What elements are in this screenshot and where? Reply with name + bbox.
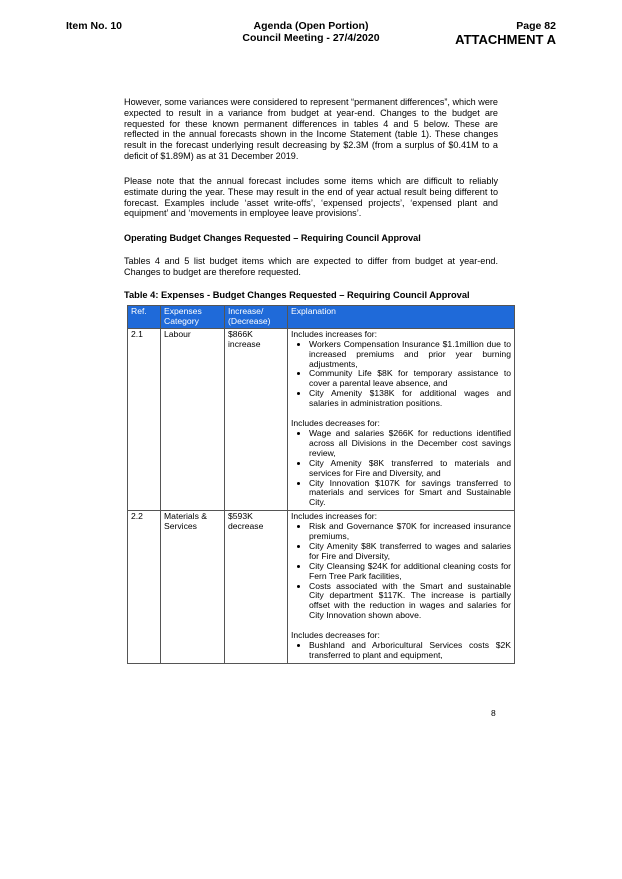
header-agenda-title: Agenda (Open Portion) [253,20,369,32]
increases-intro: Includes increases for: [291,511,377,522]
list-item: • Risk and Governance $70K for increased insurance premiums, [309,522,511,542]
decreases-intro: Includes decreases for: [291,418,380,429]
list-item: • Bushland and Arboricultural Services costs $2K transferred to plant and equipment, [309,641,511,661]
list-item: • City Amenity $138K for additional wages and salaries in administration positions. [309,389,511,409]
list-item: • City Amenity $8K transferred to wages and salaries for Fire and Diversity, [309,542,511,562]
cell-ref: 2.1 [128,328,161,510]
cell-change: $866K increase [225,328,288,510]
cell-category: Materials & Services [161,511,225,664]
list-item: • City Amenity $8K transferred to materials and services for Fire and Diversity, and [309,459,511,479]
paragraph-tables-intro: Tables 4 and 5 list budget items which are expected to differ from budget at year-end. Changes to budget are therefore requested. [124,256,498,277]
header-attachment-label: ATTACHMENT A [455,32,556,47]
section-heading: Operating Budget Changes Requested – Requiring Council Approval [124,233,421,243]
cell-explanation [288,328,515,510]
increases-list [291,522,511,621]
column-header-change: Increase/ (Decrease) [225,306,288,329]
table-header-row [128,306,515,329]
list-item: • Workers Compensation Insurance $1.1million due to increased premiums and prior year burning adjustments, [309,340,511,370]
column-header-category: Expenses Category [161,306,225,329]
cell-change: $593K decrease [225,511,288,664]
footer-page-number: 8 [491,708,496,718]
decreases-list [291,429,511,508]
header-page-info [455,20,556,47]
cell-category: Labour [161,328,225,510]
table-caption: Table 4: Expenses - Budget Changes Requested – Requiring Council Approval [124,290,470,300]
list-item: • Community Life $8K for temporary assistance to cover a parental leave absence, and [309,369,511,389]
header-meeting-date: Council Meeting - 27/4/2020 [242,32,380,44]
list-item: • City Cleansing $24K for additional cleaning costs for Fern Tree Park facilities, [309,562,511,582]
paragraph-forecast-note: Please note that the annual forecast includes some items which are difficult to reliably estimate during the year. These may result in the end of year actual result being different to forecast. Examples include ‘asset write-offs’, ‘expensed projects’, ‘expensed plant and equipment’ and ‘movements in employee leave provisions’. [124,176,498,219]
table-row [128,328,515,510]
header-item-number: Item No. 10 [66,20,123,32]
column-header-explanation: Explanation [288,306,515,329]
increases-intro: Includes increases for: [291,328,377,339]
list-item: • Wage and salaries $266K for reductions identified across all Divisions in the December cost savings review, [309,429,511,459]
list-item: • Costs associated with the Smart and sustainable City department $117K. The increase is partially offset with the reduction in wages and salaries for City Innovation shown above. [309,582,511,622]
cell-ref: 2.2 [128,511,161,664]
decreases-list [291,641,511,661]
expenses-table [127,305,515,664]
cell-explanation [288,511,515,664]
column-header-ref: Ref. [128,306,161,329]
decreases-intro: Includes decreases for: [291,630,380,641]
increases-list [291,340,511,409]
paragraph-permanent-differences: However, some variances were considered to represent “permanent differences”, which were expected to result in a variance from budget at year-end. Changes to the budget are requested for these known permanent differences in tables 4 and 5 below. These are reflected in the annual forecasts shown in the Income Statement (table 1). These changes result in the forecast underlying result decreasing by $2.3M (from a surplus of $0.41M to a deficit of $1.89M) as at 31 December 2019. [124,97,498,161]
table-row [128,511,515,664]
header-page-number: Page 82 [516,20,556,32]
list-item: • City Innovation $107K for savings transferred to materials and services for Smart and Sustainable City. [309,479,511,509]
